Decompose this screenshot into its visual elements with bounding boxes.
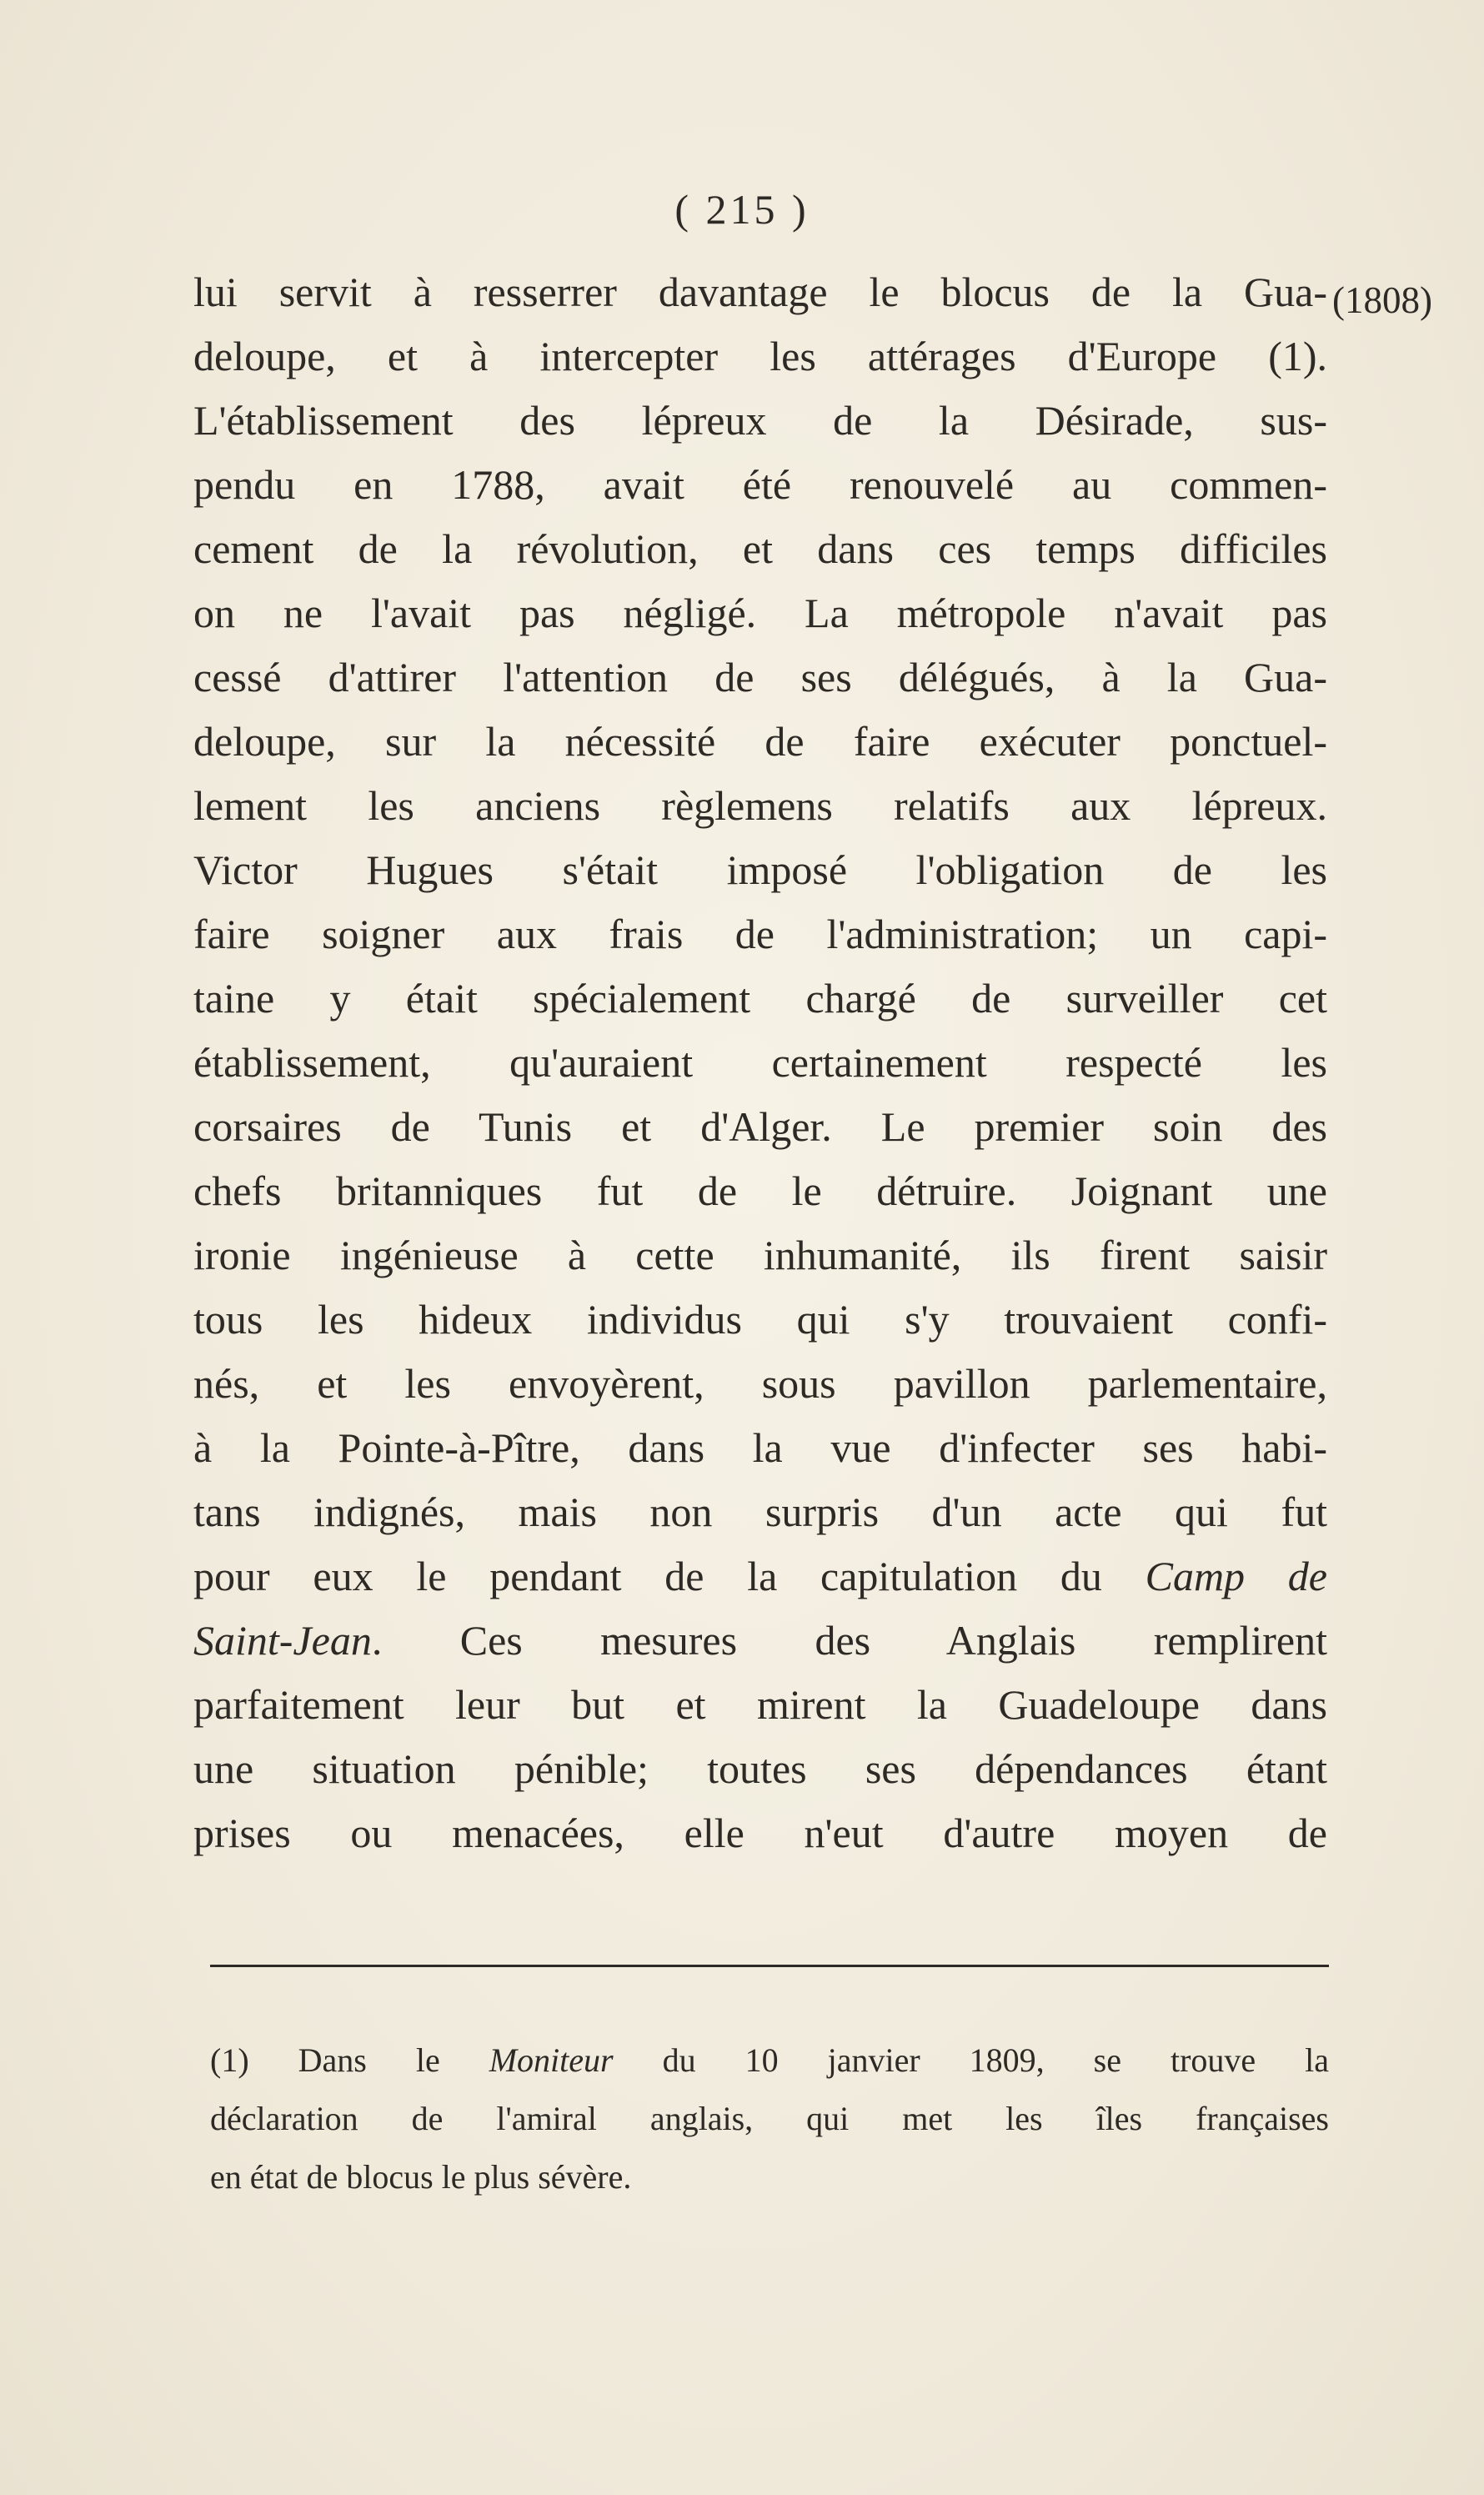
- text-line: prises ou menacées, elle n'eut d'autre moyen de: [193, 1810, 1327, 1856]
- page-number: ( 215 ): [674, 186, 810, 233]
- footnote-rule: [210, 1965, 1329, 1967]
- text-line: lui servit à resserrer davantage le blocus de la Gua-: [193, 269, 1327, 315]
- text-line: pour eux le pendant de la capitulation du Camp de: [193, 1553, 1328, 1599]
- text-line: établissement, qu'auraient certainement respecté les: [193, 1039, 1327, 1086]
- text-line: tans indignés, mais non surpris d'un acte qui fut: [193, 1488, 1327, 1535]
- text-line: deloupe, sur la nécessité de faire exécuter ponctuel-: [193, 718, 1327, 765]
- text-line: cement de la révolution, et dans ces temps difficiles: [193, 525, 1327, 572]
- text-line: on ne l'avait pas négligé. La métropole n'avait pas: [193, 590, 1327, 636]
- text-line: L'établissement des lépreux de la Désirade, sus-: [193, 397, 1327, 444]
- text-line: parfaitement leur but et mirent la Guadeloupe dans: [193, 1681, 1327, 1728]
- footnote: [210, 2031, 1329, 2206]
- text-line: corsaires de Tunis et d'Alger. Le premier soin des: [193, 1103, 1327, 1150]
- text-line: deloupe, et à intercepter les attérages d'Europe (1).: [193, 333, 1327, 379]
- margin-year-note: (1808): [1332, 279, 1432, 321]
- text-line: Victor Hugues s'était imposé l'obligation de les: [193, 846, 1327, 893]
- text-line: chefs britanniques fut de le détruire. Joignant une: [193, 1167, 1327, 1214]
- footnote-line: en état de blocus le plus sévère.: [210, 2158, 632, 2196]
- italic-title: Moniteur: [489, 2041, 614, 2079]
- text-line: Saint-Jean. Ces mesures des Anglais remplirent: [193, 1617, 1327, 1664]
- text-line: nés, et les envoyèrent, sous pavillon parlementaire,: [193, 1360, 1327, 1407]
- body-text: [193, 260, 1327, 1865]
- text-line: une situation pénible; toutes ses dépendances étant: [193, 1745, 1327, 1792]
- footnote-line: déclaration de l'amiral anglais, qui met les îles françaises: [210, 2100, 1329, 2137]
- text-line: pendu en 1788, avait été renouvelé au commen-: [193, 461, 1327, 508]
- text-line: taine y était spécialement chargé de surveiller cet: [193, 975, 1327, 1022]
- text-line: ironie ingénieuse à cette inhumanité, ils firent saisir: [193, 1232, 1327, 1278]
- italic-title: Saint-Jean: [193, 1617, 372, 1664]
- text-line: tous les hideux individus qui s'y trouvaient confi-: [193, 1296, 1327, 1343]
- text-line: lement les anciens règlemens relatifs aux lépreux.: [193, 782, 1327, 829]
- text-line: faire soigner aux frais de l'administration; un capi-: [193, 911, 1327, 957]
- text-line: à la Pointe-à-Pître, dans la vue d'infecter ses habi-: [193, 1424, 1327, 1471]
- text-line: cessé d'attirer l'attention de ses délégués, à la Gua-: [193, 654, 1327, 700]
- italic-title: Camp de: [1145, 1553, 1328, 1599]
- footnote-line: (1) Dans le Moniteur du 10 janvier 1809, se trouve la: [210, 2041, 1330, 2079]
